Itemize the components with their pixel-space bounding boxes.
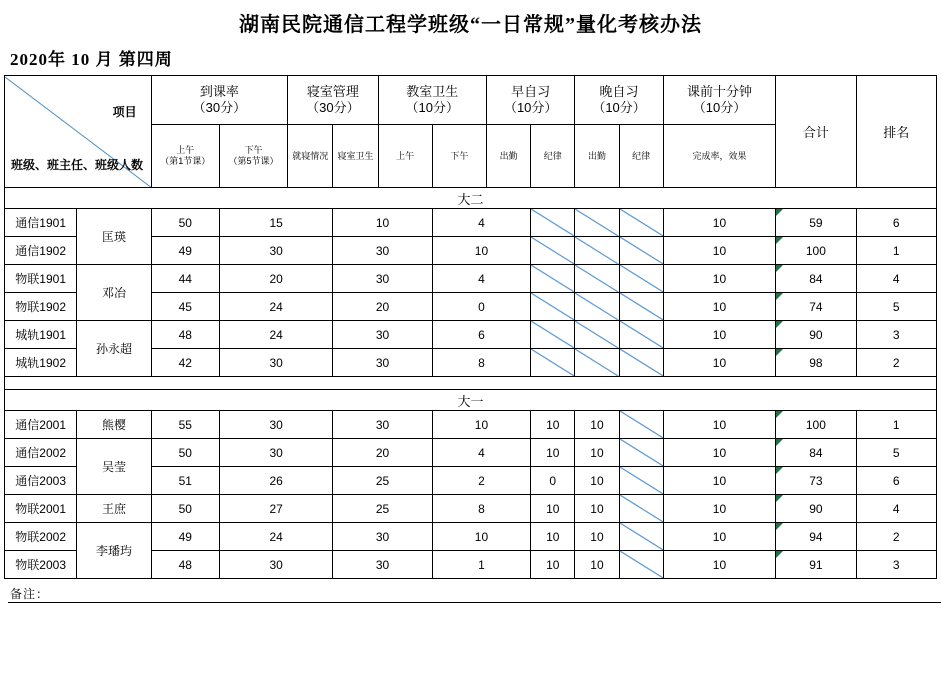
rank-cell: 1	[856, 411, 936, 439]
week-label: 2020年 10 月 第四周	[10, 50, 173, 69]
score-cell-1: 55	[151, 411, 219, 439]
teacher-cell: 熊樱	[77, 411, 151, 439]
score-cell-6	[575, 237, 619, 265]
assessment-table	[4, 75, 937, 579]
total-cell: 84	[776, 439, 856, 467]
score-cell-1: 48	[151, 551, 219, 579]
table-row	[5, 495, 937, 523]
score-cell-8: 10	[663, 411, 775, 439]
score-cell-8: 10	[663, 349, 775, 377]
score-cell-1: 49	[151, 523, 219, 551]
score-cell-7	[619, 321, 663, 349]
header-sub-4-1: 出勤	[486, 125, 530, 188]
score-cell-2: 27	[219, 495, 332, 523]
header-sub-3-2: 下午	[432, 125, 486, 188]
class-name-cell: 物联2001	[5, 495, 77, 523]
score-cell-6: 10	[575, 439, 619, 467]
header-sub-1-2: 下午 （第5节课）	[219, 125, 287, 188]
score-cell-7	[619, 411, 663, 439]
total-cell: 73	[776, 467, 856, 495]
score-cell-3: 30	[333, 551, 432, 579]
rank-cell: 4	[856, 265, 936, 293]
class-name-cell: 通信1901	[5, 209, 77, 237]
header-sub-6-1: 完成率，效果	[663, 125, 775, 188]
score-cell-6	[575, 349, 619, 377]
score-cell-1: 44	[151, 265, 219, 293]
header-sub-2-1: 就寝情况	[288, 125, 333, 188]
score-cell-6: 10	[575, 495, 619, 523]
score-cell-7	[619, 523, 663, 551]
score-cell-6: 10	[575, 467, 619, 495]
score-cell-5: 10	[531, 495, 575, 523]
score-cell-3: 30	[333, 265, 432, 293]
teacher-cell: 匡瑛	[77, 209, 151, 265]
score-cell-3: 20	[333, 293, 432, 321]
score-cell-4: 8	[432, 349, 530, 377]
score-cell-8: 10	[663, 265, 775, 293]
score-cell-8: 10	[663, 209, 775, 237]
score-cell-5: 10	[531, 551, 575, 579]
remark-label: 备注：	[10, 587, 50, 601]
score-cell-3: 30	[333, 523, 432, 551]
total-cell: 90	[776, 495, 856, 523]
class-name-cell: 通信2002	[5, 439, 77, 467]
score-cell-2: 24	[219, 523, 332, 551]
score-cell-1: 50	[151, 495, 219, 523]
rank-cell: 1	[856, 237, 936, 265]
section-label-1: 大二	[5, 188, 937, 209]
score-cell-5	[531, 237, 575, 265]
score-cell-2: 30	[219, 439, 332, 467]
table-row	[5, 411, 937, 439]
score-cell-5: 0	[531, 467, 575, 495]
score-cell-4: 1	[432, 551, 530, 579]
score-cell-8: 10	[663, 321, 775, 349]
header-class-label: 班级、班主任、班级人数	[11, 157, 144, 172]
score-cell-3: 30	[333, 321, 432, 349]
score-cell-4: 6	[432, 321, 530, 349]
score-cell-4: 2	[432, 467, 530, 495]
score-cell-8: 10	[663, 237, 775, 265]
score-cell-7	[619, 209, 663, 237]
score-cell-7	[619, 237, 663, 265]
score-cell-4: 10	[432, 411, 530, 439]
score-cell-3: 20	[333, 439, 432, 467]
score-cell-1: 50	[151, 209, 219, 237]
score-cell-6	[575, 293, 619, 321]
score-cell-5	[531, 209, 575, 237]
section-spacer	[5, 377, 937, 390]
score-cell-6	[575, 321, 619, 349]
score-cell-5	[531, 293, 575, 321]
class-name-cell: 物联2003	[5, 551, 77, 579]
score-cell-4: 4	[432, 439, 530, 467]
total-cell: 84	[776, 265, 856, 293]
score-cell-2: 30	[219, 349, 332, 377]
rank-cell: 5	[856, 293, 936, 321]
score-cell-3: 30	[333, 349, 432, 377]
score-cell-1: 45	[151, 293, 219, 321]
score-cell-3: 25	[333, 467, 432, 495]
total-cell: 90	[776, 321, 856, 349]
score-cell-7	[619, 293, 663, 321]
score-cell-8: 10	[663, 551, 775, 579]
total-cell: 94	[776, 523, 856, 551]
page-title: 湖南民院通信工程学班级“一日常规”量化考核办法	[239, 14, 702, 36]
score-cell-6	[575, 265, 619, 293]
total-cell: 91	[776, 551, 856, 579]
header-sub-1-1: 上午 （第1节课）	[151, 125, 219, 188]
score-cell-4: 0	[432, 293, 530, 321]
score-cell-6: 10	[575, 411, 619, 439]
score-cell-7	[619, 551, 663, 579]
teacher-cell: 邓冶	[77, 265, 151, 321]
score-cell-8: 10	[663, 523, 775, 551]
table-row	[5, 265, 937, 293]
class-name-cell: 物联1902	[5, 293, 77, 321]
class-name-cell: 城轨1902	[5, 349, 77, 377]
score-cell-3: 10	[333, 209, 432, 237]
score-cell-6	[575, 209, 619, 237]
rank-cell: 6	[856, 467, 936, 495]
total-cell: 100	[776, 411, 856, 439]
score-cell-2: 24	[219, 321, 332, 349]
rank-cell: 3	[856, 551, 936, 579]
score-cell-2: 20	[219, 265, 332, 293]
score-cell-2: 30	[219, 411, 332, 439]
header-rank: 排名	[856, 76, 936, 188]
score-cell-5: 10	[531, 523, 575, 551]
header-sub-5-2: 纪律	[619, 125, 663, 188]
score-cell-4: 10	[432, 237, 530, 265]
score-cell-8: 10	[663, 293, 775, 321]
score-cell-6: 10	[575, 523, 619, 551]
score-cell-1: 48	[151, 321, 219, 349]
header-group-1: 到课率 （30分）	[151, 76, 288, 125]
score-cell-4: 10	[432, 523, 530, 551]
score-cell-2: 30	[219, 237, 332, 265]
rank-cell: 2	[856, 523, 936, 551]
header-group-5: 晚自习 （10分）	[575, 76, 663, 125]
score-cell-1: 42	[151, 349, 219, 377]
table-row	[5, 439, 937, 467]
teacher-cell: 吴莹	[77, 439, 151, 495]
class-name-cell: 物联2002	[5, 523, 77, 551]
total-cell: 98	[776, 349, 856, 377]
rank-cell: 6	[856, 209, 936, 237]
section-label-2: 大一	[5, 390, 937, 411]
score-cell-2: 24	[219, 293, 332, 321]
score-cell-3: 30	[333, 237, 432, 265]
header-sub-4-2: 纪律	[531, 125, 575, 188]
score-cell-4: 4	[432, 209, 530, 237]
score-cell-4: 8	[432, 495, 530, 523]
table-row	[5, 209, 937, 237]
header-sub-5-1: 出勤	[575, 125, 619, 188]
class-name-cell: 物联1901	[5, 265, 77, 293]
rank-cell: 5	[856, 439, 936, 467]
score-cell-8: 10	[663, 495, 775, 523]
rank-cell: 4	[856, 495, 936, 523]
score-cell-7	[619, 265, 663, 293]
score-cell-6: 10	[575, 551, 619, 579]
score-cell-4: 4	[432, 265, 530, 293]
header-group-6: 课前十分钟 （10分）	[663, 76, 775, 125]
score-cell-3: 30	[333, 411, 432, 439]
teacher-cell: 李璠玙	[77, 523, 151, 579]
score-cell-3: 25	[333, 495, 432, 523]
score-cell-2: 30	[219, 551, 332, 579]
score-cell-2: 26	[219, 467, 332, 495]
rank-cell: 3	[856, 321, 936, 349]
total-cell: 59	[776, 209, 856, 237]
class-name-cell: 通信2001	[5, 411, 77, 439]
score-cell-7	[619, 495, 663, 523]
header-sub-2-2: 寝室卫生	[333, 125, 378, 188]
class-name-cell: 通信1902	[5, 237, 77, 265]
header-corner-cell	[5, 76, 152, 188]
score-cell-1: 50	[151, 439, 219, 467]
total-cell: 74	[776, 293, 856, 321]
header-group-2: 寝室管理 （30分）	[288, 76, 378, 125]
score-cell-2: 15	[219, 209, 332, 237]
class-name-cell: 通信2003	[5, 467, 77, 495]
score-cell-5	[531, 321, 575, 349]
table-row	[5, 321, 937, 349]
score-cell-7	[619, 349, 663, 377]
score-cell-7	[619, 467, 663, 495]
score-cell-5: 10	[531, 411, 575, 439]
score-cell-8: 10	[663, 467, 775, 495]
score-cell-8: 10	[663, 439, 775, 467]
score-cell-1: 51	[151, 467, 219, 495]
total-cell: 100	[776, 237, 856, 265]
header-sub-3-1: 上午	[378, 125, 432, 188]
score-cell-7	[619, 439, 663, 467]
header-group-4: 早自习 （10分）	[486, 76, 574, 125]
score-cell-5	[531, 265, 575, 293]
score-cell-5	[531, 349, 575, 377]
table-row	[5, 523, 937, 551]
remark-underline	[8, 602, 941, 603]
header-item-label: 项目	[112, 104, 137, 119]
header-group-3: 教室卫生 （10分）	[378, 76, 486, 125]
rank-cell: 2	[856, 349, 936, 377]
teacher-cell: 王庶	[77, 495, 151, 523]
class-name-cell: 城轨1901	[5, 321, 77, 349]
score-cell-5: 10	[531, 439, 575, 467]
score-cell-1: 49	[151, 237, 219, 265]
teacher-cell: 孙永超	[77, 321, 151, 377]
header-total: 合计	[776, 76, 856, 188]
